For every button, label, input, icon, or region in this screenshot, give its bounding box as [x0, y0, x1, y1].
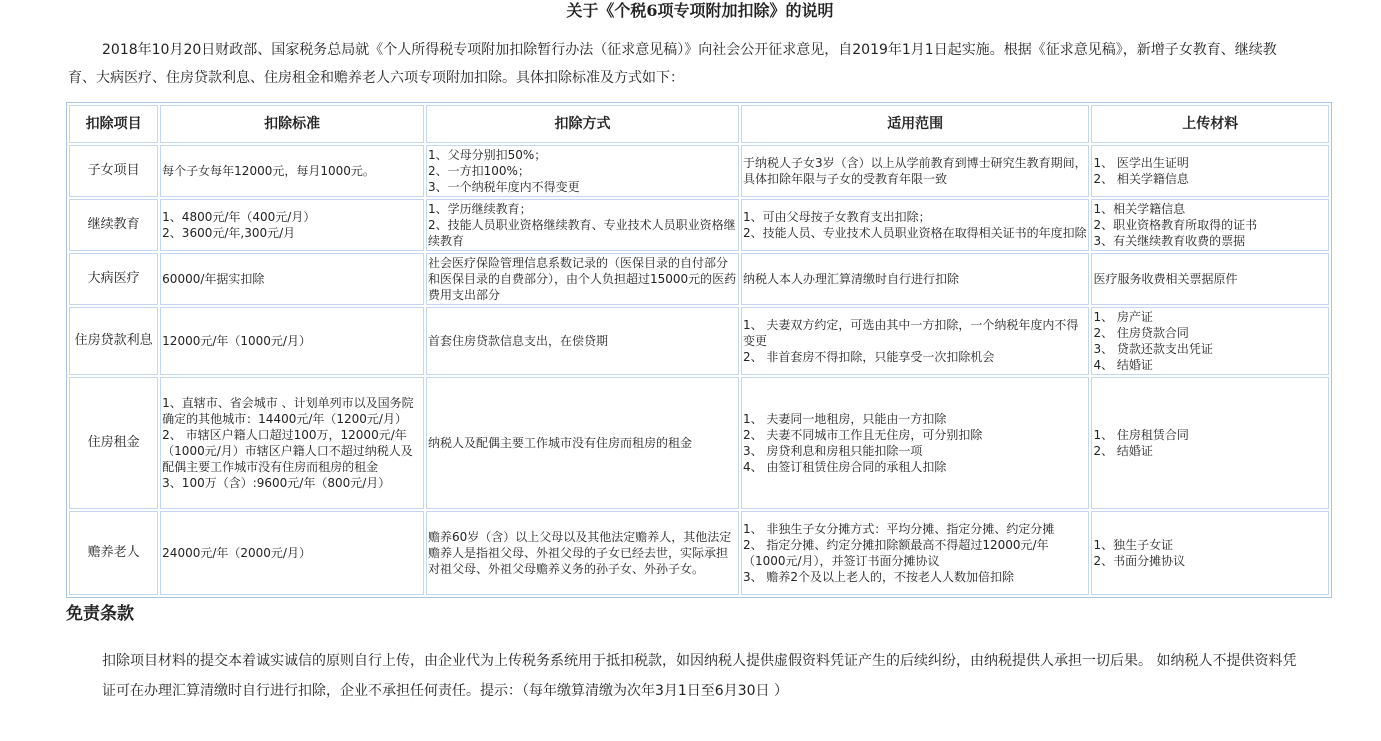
table-row	[69, 307, 1329, 375]
scope-cell	[741, 199, 1090, 251]
standard-cell	[160, 511, 424, 595]
cell-line: 2、一方扣100%；	[427, 164, 530, 178]
cell-line: 3、有关继续教育收费的票据	[1093, 234, 1246, 248]
cell-line: 2、 结婚证	[1093, 444, 1153, 458]
scope-cell	[741, 377, 1090, 509]
materials-cell	[1091, 511, 1329, 595]
cell-line: 1、 夫妻同一地租房，只能由一方扣除	[742, 412, 947, 426]
method-cell	[426, 511, 739, 595]
cell-line: 1、相关学籍信息	[1093, 202, 1186, 216]
cell-line: 2、书面分摊协议	[1093, 554, 1186, 568]
item-name-cell: 大病医疗	[69, 253, 158, 305]
materials-cell	[1091, 145, 1329, 197]
method-cell	[426, 253, 739, 305]
item-name-cell: 子女项目	[69, 145, 158, 197]
cell-line: 于纳税人子女3岁（含）以上从学前教育到博士研究生教育期间，具体扣除年限与子女的受教育年限一致	[742, 156, 1087, 186]
item-name-cell: 住房租金	[69, 377, 158, 509]
materials-cell	[1091, 253, 1329, 305]
standard-cell	[160, 377, 424, 509]
scope-cell	[741, 511, 1090, 595]
page-title: 关于《个税6项专项附加扣除》的说明	[566, 1, 834, 20]
materials-cell	[1091, 199, 1329, 251]
cell-line: 60000/年据实扣除	[162, 272, 265, 286]
cell-line: 2、 非首套房不得扣除，只能享受一次扣除机会	[742, 350, 995, 364]
standard-cell	[160, 145, 424, 197]
cell-line: 1、 住房租赁合同	[1093, 428, 1189, 442]
cell-line: 2、 相关学籍信息	[1093, 172, 1189, 186]
header-materials: 上传材料	[1091, 105, 1329, 143]
materials-cell	[1091, 307, 1329, 375]
materials-cell	[1091, 377, 1329, 509]
method-cell	[426, 199, 739, 251]
cell-line: 社会医疗保险管理信息系数记录的（医保目录的自付部分和医保目录的自费部分），由个人负担超过15000元的医药费用支出部分	[427, 256, 737, 302]
cell-line: 1、学历继续教育；	[427, 202, 532, 216]
deduction-table	[66, 102, 1332, 598]
cell-line: 1、可由父母按子女教育支出扣除；	[742, 210, 931, 224]
cell-line: 1、父母分别扣50%；	[427, 148, 547, 162]
item-name-cell: 住房贷款利息	[69, 307, 158, 375]
cell-line: 赡养60岁（含）以上父母以及其他法定赡养人，其他法定赡养人是指祖父母、外祖父母的子女已经去世，实际承担对祖父母、外祖父母赡养义务的孙子女、外孙子女。	[427, 530, 732, 576]
cell-line: 3、100万（含）:9600元/年（800元/月）	[162, 476, 391, 490]
cell-line: 3、一个纳税年度内不得变更	[427, 180, 580, 194]
table-row	[69, 145, 1329, 197]
table-row	[69, 377, 1329, 509]
cell-line: 3、 贷款还款支出凭证	[1093, 342, 1213, 356]
cell-line: 2、 市辖区户籍人口超过100万，12000元/年（1000元/月）市辖区户籍人口不超过纳税人及配偶主要工作城市没有住房而租房的租金	[162, 428, 413, 474]
disclaimer-title: 免责条款	[66, 604, 134, 624]
table-header-row	[69, 105, 1329, 143]
cell-line: 4、 由签订租赁住房合同的承租人扣除	[742, 460, 947, 474]
cell-line: 纳税人及配偶主要工作城市没有住房而租房的租金	[427, 436, 692, 450]
scope-cell	[741, 307, 1090, 375]
cell-line: 1、 非独生子女分摊方式：平均分摊、指定分摊、约定分摊	[742, 522, 1055, 536]
table-row	[69, 253, 1329, 305]
method-cell	[426, 377, 739, 509]
method-cell	[426, 145, 739, 197]
scope-cell	[741, 145, 1090, 197]
cell-line: 24000元/年（2000元/月）	[162, 546, 311, 560]
cell-line: 1、 医学出生证明	[1093, 156, 1189, 170]
header-scope: 适用范围	[741, 105, 1090, 143]
cell-line: 4、 结婚证	[1093, 358, 1153, 372]
cell-line: 每个子女每年12000元，每月1000元。	[162, 164, 375, 178]
cell-line: 2、技能人员、专业技术人员职业资格在取得相关证书的年度扣除	[742, 226, 1087, 240]
cell-line: 2、 住房贷款合同	[1093, 326, 1189, 340]
item-name-cell: 继续教育	[69, 199, 158, 251]
table-row	[69, 199, 1329, 251]
header-method: 扣除方式	[426, 105, 739, 143]
cell-line: 1、直辖市、省会城市 、计划单列市以及国务院确定的其他城市：14400元/年（1200元/月）	[162, 396, 414, 426]
header-item: 扣除项目	[69, 105, 158, 143]
item-name-cell: 赡养老人	[69, 511, 158, 595]
cell-line: 1、独生子女证	[1093, 538, 1174, 552]
cell-line: 1、 房产证	[1093, 310, 1153, 324]
cell-line: 医疗服务收费相关票据原件	[1093, 272, 1238, 286]
cell-line: 纳税人本人办理汇算清缴时自行进行扣除	[742, 272, 959, 286]
cell-line: 2、技能人员职业资格继续教育、专业技术人员职业资格继续教育	[427, 218, 736, 248]
cell-line: 3、 房贷利息和房租只能扣除一项	[742, 444, 923, 458]
disclaimer-text: 扣除项目材料的提交本着诚实诚信的原则自行上传，由企业代为上传税务系统用于抵扣税款，如因纳税人提供虚假资料凭证产生的后续纠纷，由纳税提供人承担一切后果。 如纳税人不提供资料凭证可在办理汇算清缴时自行进行扣除，企业不承担任何责任。提示：（每年缴算清缴为次年3月1日至6月30日 ）	[102, 653, 1297, 699]
table-body	[69, 145, 1329, 595]
intro-paragraph: 2018年10月20日财政部、国家税务总局就《个人所得税专项附加扣除暂行办法（征求意见稿）》向社会公开征求意见，自2019年1月1日起实施。根据《征求意见稿》，新增子女教育、继续教育、大病医疗、住房贷款利息、住房租金和赡养老人六项专项附加扣除。具体扣除标准及方式如下：	[68, 42, 1277, 86]
cell-line: 2、职业资格教育所取得的证书	[1093, 218, 1258, 232]
scope-cell	[741, 253, 1090, 305]
cell-line: 2、3600元/年,300元/月	[162, 226, 296, 240]
standard-cell	[160, 253, 424, 305]
cell-line: 1、4800元/年（400元/月）	[162, 210, 316, 224]
table-row	[69, 511, 1329, 595]
standard-cell	[160, 307, 424, 375]
cell-line: 首套住房贷款信息支出，在偿贷期	[427, 334, 608, 348]
cell-line: 2、 指定分摊、约定分摊扣除额最高不得超过12000元/年（1000元/月），并签订书面分摊协议	[742, 538, 1049, 568]
cell-line: 12000元/年（1000元/月）	[162, 334, 311, 348]
cell-line: 2、 夫妻不同城市工作且无住房，可分别扣除	[742, 428, 983, 442]
cell-line: 1、 夫妻双方约定，可选由其中一方扣除，一个纳税年度内不得变更	[742, 318, 1079, 348]
method-cell	[426, 307, 739, 375]
standard-cell	[160, 199, 424, 251]
cell-line: 3、 赡养2个及以上老人的，不按老人人数加倍扣除	[742, 570, 1015, 584]
header-standard: 扣除标准	[160, 105, 424, 143]
